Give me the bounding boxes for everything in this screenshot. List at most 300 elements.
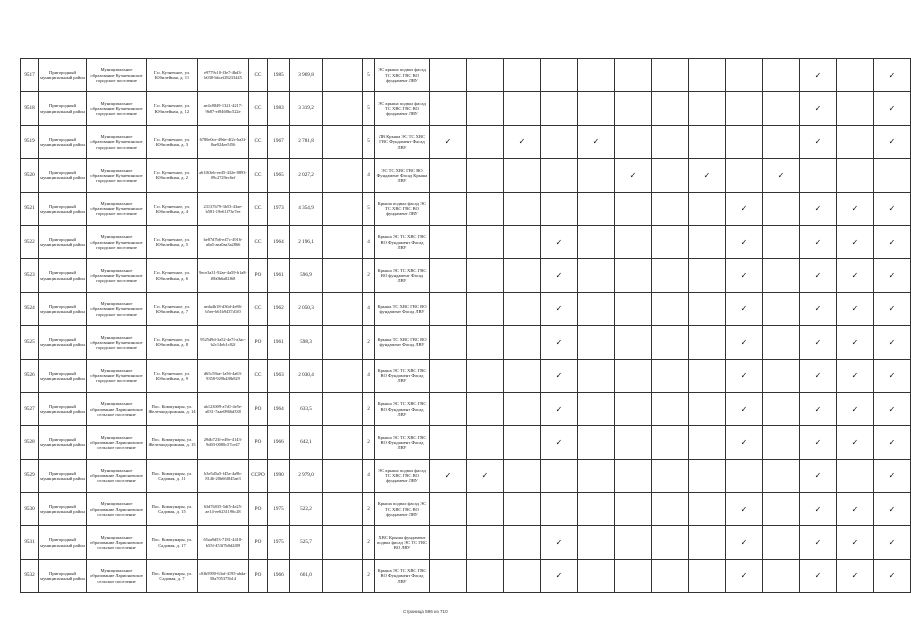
check-mark-icon: ✓ [726, 559, 763, 592]
floors-cell: 4 [363, 292, 375, 325]
check-mark-icon: ✓ [837, 326, 874, 359]
check-mark-icon: ✓ [726, 359, 763, 392]
empty-check-cell [763, 192, 800, 225]
check-mark-icon: ✓ [541, 359, 578, 392]
row-number: 9531 [21, 526, 39, 559]
empty-check-cell [504, 259, 541, 292]
table-row [21, 426, 911, 459]
empty-check-cell [504, 159, 541, 192]
empty-check-cell [652, 59, 689, 92]
municipality-cell: Муниципальное образование Кузнечинское городское поселение [87, 92, 147, 125]
district-cell: Пригородный муниципальный район [39, 426, 87, 459]
empty-check-cell [689, 259, 726, 292]
empty-check-cell [504, 459, 541, 492]
house-guid-cell: ab123009-a7d1-4e5e-a031-7aae0866d338 [198, 392, 249, 425]
empty-check-cell [652, 259, 689, 292]
check-mark-icon: ✓ [726, 426, 763, 459]
works-list-cell: Крыша ЭС ТС ХВС ГВС ВО Фундамент Фасад ЛВУ [375, 559, 430, 592]
empty-check-cell [615, 225, 652, 258]
build-year-cell: 1962 [268, 292, 290, 325]
check-mark-icon: ✓ [541, 225, 578, 258]
table-row [21, 459, 911, 492]
empty-check-cell [578, 192, 615, 225]
check-mark-icon: ✓ [726, 292, 763, 325]
empty-check-cell [578, 225, 615, 258]
floors-cell: 5 [363, 92, 375, 125]
works-list-cell: ЭС крыша подвал фасад ТС ХВС ГВС ВО фундамент ЛВУ [375, 459, 430, 492]
empty-check-cell [504, 493, 541, 526]
build-year-cell: 1967 [268, 125, 290, 158]
check-mark-icon: ✓ [837, 359, 874, 392]
address-cell: Г.п. Кузнечное, ул. Юбилейная, д. 8 [147, 326, 198, 359]
house-guid-cell: be87d7b6-e47c-4916-a6a5-aea0aa3a2866 [198, 225, 249, 258]
area-cell: 3 969,8 [290, 59, 323, 92]
empty-check-cell [467, 159, 504, 192]
address-cell: Г.п. Кузнечное, ул. Юбилейная, д. 12 [147, 92, 198, 125]
empty-check-cell [467, 559, 504, 592]
municipality-cell: Муниципальное образование Кузнечинское городское поселение [87, 259, 147, 292]
check-mark-icon: ✓ [874, 426, 911, 459]
area-cell: 2 030,4 [290, 359, 323, 392]
district-cell: Пригородный муниципальный район [39, 192, 87, 225]
check-mark-icon: ✓ [874, 359, 911, 392]
check-mark-icon: ✓ [430, 125, 467, 158]
build-year-cell: 1961 [268, 326, 290, 359]
row-number: 9526 [21, 359, 39, 392]
wall-type-cell: СС [249, 225, 268, 258]
table-row [21, 559, 911, 592]
empty-check-cell [467, 426, 504, 459]
floors-cell: 4 [363, 225, 375, 258]
check-mark-icon: ✓ [504, 125, 541, 158]
empty-check-cell [504, 92, 541, 125]
municipality-cell: Муниципальное образование Ларионовское сельское поселение [87, 459, 147, 492]
empty-cell [323, 192, 363, 225]
area-cell: 661,0 [290, 559, 323, 592]
floors-cell: 2 [363, 326, 375, 359]
house-guid-cell: 29db723f-e49e-4143-9d03-0080c57ce47 [198, 426, 249, 459]
address-cell: Г.п. Кузнечное, ул. Юбилейная, д. 6 [147, 259, 198, 292]
check-mark-icon: ✓ [541, 392, 578, 425]
empty-check-cell [430, 192, 467, 225]
works-list-cell: Крыша ЭС ТС ХВС ГВС ВО Фундамент Фасад ЛВУ [375, 426, 430, 459]
check-mark-icon: ✓ [689, 159, 726, 192]
area-cell: 525,7 [290, 526, 323, 559]
address-cell: Пос. Коммунары, ул. Садовая, д. 7 [147, 559, 198, 592]
empty-cell [323, 125, 363, 158]
municipality-cell: Муниципальное образование Кузнечинское городское поселение [87, 192, 147, 225]
empty-check-cell [615, 459, 652, 492]
check-mark-icon: ✓ [874, 259, 911, 292]
empty-check-cell [689, 493, 726, 526]
district-cell: Пригородный муниципальный район [39, 225, 87, 258]
wall-type-cell: СС [249, 192, 268, 225]
empty-check-cell [726, 159, 763, 192]
build-year-cell: 1985 [268, 59, 290, 92]
table-row [21, 292, 911, 325]
check-mark-icon: ✓ [430, 459, 467, 492]
empty-check-cell [689, 92, 726, 125]
district-cell: Пригородный муниципальный район [39, 125, 87, 158]
empty-cell [323, 459, 363, 492]
house-guid-cell: 63d76035-5df5-4e25-ae14-ee6231196c28 [198, 493, 249, 526]
build-year-cell: 1965 [268, 159, 290, 192]
empty-cell [323, 559, 363, 592]
municipality-cell: Муниципальное образование Кузнечинское городское поселение [87, 326, 147, 359]
empty-check-cell [615, 426, 652, 459]
check-mark-icon: ✓ [541, 292, 578, 325]
works-list-cell: Крыша ЭС ТС ХВС ГВС ВО Фундамент Фасад ЛВУ [375, 225, 430, 258]
row-number: 9525 [21, 326, 39, 359]
address-cell: Г.п. Кузнечное, ул. Юбилейная, д. 4 [147, 192, 198, 225]
empty-check-cell [467, 359, 504, 392]
empty-check-cell [430, 526, 467, 559]
house-guid-cell: e9779c10-f3e7-4bd3-b038-bbcef28233445 [198, 59, 249, 92]
empty-check-cell [541, 59, 578, 92]
check-mark-icon: ✓ [837, 259, 874, 292]
address-cell: Пос. Коммунары, ул. Садовая, д. 11 [147, 459, 198, 492]
floors-cell: 4 [363, 359, 375, 392]
check-mark-icon: ✓ [726, 326, 763, 359]
empty-check-cell [615, 59, 652, 92]
house-guid-cell: b3e5d5a5-f45a-4a9b-8146-20b66f845ae3 [198, 459, 249, 492]
empty-cell [323, 526, 363, 559]
empty-check-cell [467, 526, 504, 559]
works-list-cell: ЭС крыша подвал фасад ТС ХВС ГВС ВО фундамент ЛВУ [375, 92, 430, 125]
build-year-cell: 1966 [268, 559, 290, 592]
row-number: 9517 [21, 59, 39, 92]
empty-check-cell [652, 192, 689, 225]
row-number: 9532 [21, 559, 39, 592]
empty-check-cell [652, 159, 689, 192]
empty-check-cell [652, 526, 689, 559]
municipality-cell: Муниципальное образование Кузнечинское городское поселение [87, 125, 147, 158]
build-year-cell: 1975 [268, 526, 290, 559]
check-mark-icon: ✓ [800, 292, 837, 325]
row-number: 9521 [21, 192, 39, 225]
works-list-cell: Крыша ЭС ТС ХВС ГВС ВО фундамент Фасад ЛВУ [375, 259, 430, 292]
empty-check-cell [837, 159, 874, 192]
check-mark-icon: ✓ [837, 225, 874, 258]
empty-check-cell [615, 92, 652, 125]
empty-check-cell [763, 426, 800, 459]
empty-check-cell [652, 92, 689, 125]
empty-cell [323, 292, 363, 325]
empty-cell [323, 59, 363, 92]
empty-check-cell [578, 326, 615, 359]
district-cell: Пригородный муниципальный район [39, 459, 87, 492]
table-row [21, 59, 911, 92]
empty-check-cell [578, 92, 615, 125]
check-mark-icon: ✓ [874, 326, 911, 359]
empty-check-cell [689, 125, 726, 158]
district-cell: Пригородный муниципальный район [39, 559, 87, 592]
check-mark-icon: ✓ [800, 526, 837, 559]
floors-cell: 5 [363, 59, 375, 92]
empty-cell [323, 392, 363, 425]
address-cell: Г.п. Кузнечное, ул. Юбилейная, д. 5 [147, 225, 198, 258]
empty-check-cell [652, 459, 689, 492]
empty-check-cell [726, 59, 763, 92]
empty-check-cell [504, 59, 541, 92]
empty-check-cell [578, 159, 615, 192]
empty-check-cell [763, 92, 800, 125]
check-mark-icon: ✓ [837, 192, 874, 225]
works-list-cell: ХВС Крыша фундамент подвал фасад ЭС ТС ГВС ВО ЛВУ [375, 526, 430, 559]
works-list-cell: ЭС ТС ХВС ГВС ВО Фундамент Фасад Крыша ЛВУ [375, 159, 430, 192]
check-mark-icon: ✓ [874, 225, 911, 258]
build-year-cell: 1964 [268, 392, 290, 425]
works-list-cell: Крыша ЭС ТС ХВС ГВС ВО Фундамент Фасад ЛВУ [375, 359, 430, 392]
check-mark-icon: ✓ [800, 359, 837, 392]
area-cell: 3 319,2 [290, 92, 323, 125]
table-row [21, 225, 911, 258]
empty-check-cell [800, 159, 837, 192]
wall-type-cell: ССРО [249, 459, 268, 492]
row-number: 9522 [21, 225, 39, 258]
build-year-cell: 1966 [268, 426, 290, 459]
empty-check-cell [504, 526, 541, 559]
empty-check-cell [652, 392, 689, 425]
address-cell: Г.п. Кузнечное, ул. Юбилейная, д. 9 [147, 359, 198, 392]
wall-type-cell: СС [249, 125, 268, 158]
floors-cell: 2 [363, 559, 375, 592]
address-cell: Пос. Коммунары, ул. Садовая, д. 17 [147, 526, 198, 559]
empty-check-cell [578, 259, 615, 292]
empty-check-cell [652, 493, 689, 526]
house-guid-cell: 9525d9d-3a52-4e7f-a3ac-b2c14eb1c82f [198, 326, 249, 359]
district-cell: Пригородный муниципальный район [39, 359, 87, 392]
empty-check-cell [430, 159, 467, 192]
address-cell: Г.п. Кузнечное, ул. Юбилейная, д. 7 [147, 292, 198, 325]
municipality-cell: Муниципальное образование Ларионовское сельское поселение [87, 493, 147, 526]
check-mark-icon: ✓ [467, 459, 504, 492]
empty-check-cell [689, 359, 726, 392]
empty-check-cell [837, 92, 874, 125]
empty-check-cell [652, 326, 689, 359]
empty-check-cell [837, 125, 874, 158]
empty-check-cell [430, 559, 467, 592]
check-mark-icon: ✓ [541, 259, 578, 292]
empty-check-cell [430, 225, 467, 258]
wall-type-cell: РО [249, 326, 268, 359]
row-number: 9528 [21, 426, 39, 459]
check-mark-icon: ✓ [615, 159, 652, 192]
wall-type-cell: СС [249, 292, 268, 325]
table-row [21, 359, 911, 392]
check-mark-icon: ✓ [874, 493, 911, 526]
empty-check-cell [467, 125, 504, 158]
empty-check-cell [578, 526, 615, 559]
empty-check-cell [652, 225, 689, 258]
empty-check-cell [467, 259, 504, 292]
check-mark-icon: ✓ [800, 459, 837, 492]
house-guid-cell: 23137b79-3b53-43ae-b581-19e61f73e7ee [198, 192, 249, 225]
check-mark-icon: ✓ [874, 292, 911, 325]
table-row [21, 125, 911, 158]
empty-check-cell [726, 459, 763, 492]
build-year-cell: 1964 [268, 225, 290, 258]
table-row [21, 92, 911, 125]
municipality-cell: Муниципальное образование Ларионовское сельское поселение [87, 426, 147, 459]
empty-check-cell [467, 392, 504, 425]
empty-check-cell [578, 359, 615, 392]
empty-check-cell [837, 59, 874, 92]
empty-check-cell [763, 292, 800, 325]
check-mark-icon: ✓ [541, 526, 578, 559]
empty-check-cell [726, 125, 763, 158]
build-year-cell: 1983 [268, 92, 290, 125]
works-list-cell: Крыша подвал фасад ЭС ТС ХВС ГВС ВО фундамент ЛВУ [375, 493, 430, 526]
district-cell: Пригородный муниципальный район [39, 392, 87, 425]
empty-check-cell [430, 392, 467, 425]
empty-check-cell [763, 559, 800, 592]
floors-cell: 5 [363, 192, 375, 225]
empty-check-cell [763, 526, 800, 559]
empty-cell [323, 159, 363, 192]
area-cell: 2 781,8 [290, 125, 323, 158]
empty-check-cell [504, 359, 541, 392]
house-guid-cell: 65aa9d53-7181-4418-b55f-453f7b0d2f09 [198, 526, 249, 559]
table-row [21, 326, 911, 359]
empty-cell [323, 225, 363, 258]
empty-check-cell [689, 59, 726, 92]
empty-check-cell [689, 559, 726, 592]
empty-check-cell [467, 292, 504, 325]
house-guid-cell: c8fb5990-63af-4195-abda-58a705375b14 [198, 559, 249, 592]
district-cell: Пригородный муниципальный район [39, 326, 87, 359]
row-number: 9518 [21, 92, 39, 125]
address-cell: Пос. Коммунары, ул. Железнодорожная, д. 15 [147, 426, 198, 459]
table-body [21, 59, 911, 593]
empty-check-cell [430, 326, 467, 359]
wall-type-cell: РО [249, 526, 268, 559]
district-cell: Пригородный муниципальный район [39, 92, 87, 125]
wall-type-cell: РО [249, 392, 268, 425]
area-cell: 642,1 [290, 426, 323, 459]
check-mark-icon: ✓ [726, 392, 763, 425]
build-year-cell: 1975 [268, 493, 290, 526]
empty-check-cell [541, 159, 578, 192]
check-mark-icon: ✓ [800, 259, 837, 292]
floors-cell: 4 [363, 459, 375, 492]
area-cell: 2 050,3 [290, 292, 323, 325]
works-list-cell: Крыша ТС ХВС ГВС ВО фундамент Фасад ЛВУ [375, 292, 430, 325]
check-mark-icon: ✓ [837, 392, 874, 425]
municipality-cell: Муниципальное образование Кузнечинское городское поселение [87, 359, 147, 392]
check-mark-icon: ✓ [874, 59, 911, 92]
build-year-cell: 1990 [268, 459, 290, 492]
district-cell: Пригородный муниципальный район [39, 59, 87, 92]
empty-check-cell [467, 92, 504, 125]
district-cell: Пригородный муниципальный район [39, 292, 87, 325]
works-list-cell: Крыша ЭС ТС ХВС ГВС ВО Фундамент Фасад ЛВУ [375, 392, 430, 425]
municipality-cell: Муниципальное образование Кузнечинское городское поселение [87, 292, 147, 325]
works-list-cell: Крыша ТС ХВС ГВС ВО фундамент Фасад ЛВУ [375, 326, 430, 359]
table-row [21, 392, 911, 425]
empty-check-cell [467, 493, 504, 526]
empty-cell [323, 259, 363, 292]
wall-type-cell: СС [249, 59, 268, 92]
empty-check-cell [467, 326, 504, 359]
row-number: 9524 [21, 292, 39, 325]
works-list-cell: ЭС крыша подвал фасад ТС ХВС ГВС ВО фундамент ЛВУ [375, 59, 430, 92]
empty-check-cell [541, 493, 578, 526]
check-mark-icon: ✓ [874, 92, 911, 125]
empty-check-cell [541, 92, 578, 125]
row-number: 9523 [21, 259, 39, 292]
works-list-cell: Крыша подвал фасад ЭС ТС ХВС ГВС ВО фундамент ЛВУ [375, 192, 430, 225]
check-mark-icon: ✓ [800, 59, 837, 92]
house-guid-cell: a61f63eb-ee45-432e-8893-09c2729ec6ef [198, 159, 249, 192]
check-mark-icon: ✓ [800, 392, 837, 425]
empty-check-cell [541, 192, 578, 225]
floors-cell: 2 [363, 493, 375, 526]
check-mark-icon: ✓ [874, 192, 911, 225]
empty-check-cell [541, 125, 578, 158]
empty-check-cell [504, 559, 541, 592]
empty-cell [323, 92, 363, 125]
check-mark-icon: ✓ [726, 493, 763, 526]
wall-type-cell: РО [249, 426, 268, 459]
check-mark-icon: ✓ [541, 559, 578, 592]
empty-check-cell [467, 192, 504, 225]
empty-check-cell [578, 426, 615, 459]
build-year-cell: 1963 [268, 359, 290, 392]
row-number: 9520 [21, 159, 39, 192]
municipality-cell: Муниципальное образование Кузнечинское городское поселение [87, 225, 147, 258]
empty-check-cell [763, 125, 800, 158]
empty-check-cell [430, 493, 467, 526]
empty-check-cell [763, 392, 800, 425]
check-mark-icon: ✓ [763, 159, 800, 192]
empty-cell [323, 359, 363, 392]
address-cell: Г.п. Кузнечное, ул. Юбилейная, д. 2 [147, 159, 198, 192]
empty-check-cell [615, 326, 652, 359]
empty-check-cell [615, 526, 652, 559]
empty-check-cell [504, 392, 541, 425]
check-mark-icon: ✓ [874, 526, 911, 559]
check-mark-icon: ✓ [800, 92, 837, 125]
floors-cell: 2 [363, 526, 375, 559]
house-guid-cell: ae4c8849-1321-4217-9b87-ef8468bc522e [198, 92, 249, 125]
municipality-cell: Муниципальное образование Ларионовское сельское поселение [87, 392, 147, 425]
page-footer: Страница 596 из 710 [403, 609, 448, 614]
empty-check-cell [504, 326, 541, 359]
row-number: 9529 [21, 459, 39, 492]
table-row [21, 493, 911, 526]
empty-cell [323, 326, 363, 359]
municipality-cell: Муниципальное образование Кузнечинское городское поселение [87, 59, 147, 92]
empty-check-cell [615, 292, 652, 325]
wall-type-cell: СС [249, 92, 268, 125]
row-number: 9530 [21, 493, 39, 526]
check-mark-icon: ✓ [837, 426, 874, 459]
area-cell: 633,5 [290, 392, 323, 425]
empty-check-cell [689, 426, 726, 459]
empty-check-cell [837, 459, 874, 492]
wall-type-cell: РО [249, 259, 268, 292]
empty-check-cell [763, 326, 800, 359]
empty-check-cell [504, 225, 541, 258]
check-mark-icon: ✓ [726, 225, 763, 258]
check-mark-icon: ✓ [800, 493, 837, 526]
check-mark-icon: ✓ [726, 259, 763, 292]
district-cell: Пригородный муниципальный район [39, 159, 87, 192]
floors-cell: 4 [363, 159, 375, 192]
row-number: 9519 [21, 125, 39, 158]
empty-check-cell [689, 326, 726, 359]
